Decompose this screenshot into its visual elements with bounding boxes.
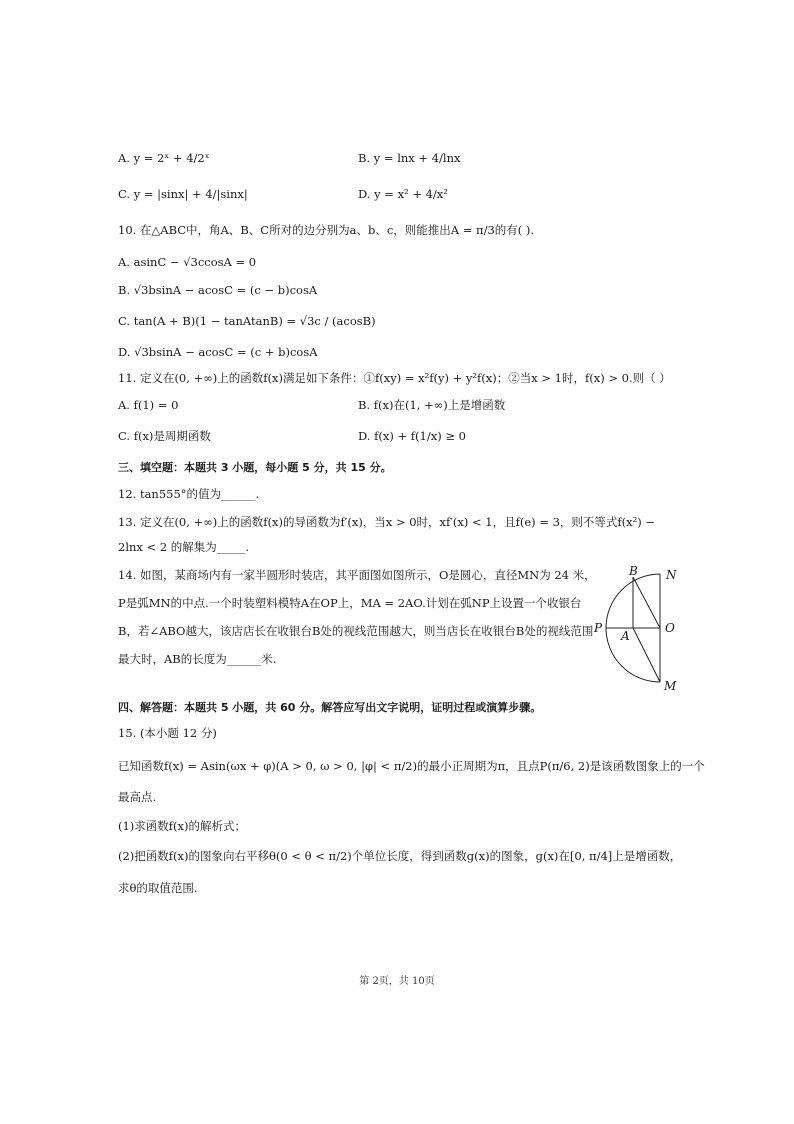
q10-option-c: C. tan(A + B)(1 − tanAtanB) = √3c / (acosB) [118, 314, 376, 328]
q14-text: 14. 如图，某商场内有一家半圆形时装店，其平面图如图所示，O是圆心，直径MN为 24 米，P是弧MN的中点.一个时装塑料模特A在OP上，MA = 2AO.计划在弧NP上设置一个收银台B，若∠ABO越大，该店店长在收银台B处的视线范围越大，则当店长在收银台B处的视线范围最大时，AB的长度为______米. [118, 568, 596, 666]
q15-stem-1: 已知函数f(x) = Asin(ωx + φ)(A > 0, ω > 0, |φ| < π/2)的最小正周期为π，且点P(π/6, 2)是该函数图象上的一个 [118, 759, 705, 773]
q9-option-b: B. y = lnx + 4/lnx [358, 151, 461, 165]
label-p: P [594, 621, 603, 635]
label-m: M [664, 679, 677, 693]
q11-option-d: D. f(x) + f(1/x) ≥ 0 [358, 429, 466, 443]
q15-stem-2: 最高点. [118, 790, 157, 804]
q13-line-2: 2lnx < 2 的解集为_____. [118, 540, 250, 554]
q15-part-2a: (2)把函数f(x)的图象向右平移θ(0 < θ < π/2)个单位长度，得到函数g(x)的图象，g(x)在[0, π/4]上是增函数， [118, 849, 682, 863]
q15-part-2b: 求θ的取值范围. [118, 881, 198, 895]
q10-option-d: D. √3bsinA − acosC = (c + b)cosA [118, 345, 318, 359]
q11-option-c: C. f(x)是周期函数 [118, 429, 211, 443]
q14-figure [588, 562, 692, 694]
q10-stem: 10. 在△ABC中，角A、B、C所对的边分别为a、b、c，则能推出A = π/3的有( ). [118, 223, 535, 237]
label-b: B [629, 564, 638, 578]
q9-option-d: D. y = x² + 4/x² [358, 187, 448, 201]
q9-option-a: A. y = 2ˣ + 4/2ˣ [118, 151, 210, 165]
section-4-heading: 四、解答题：本题共 5 小题，共 60 分。解答应写出文字说明，证明过程或演算步骤。 [118, 701, 542, 714]
q10-option-b: B. √3bsinA − acosC = (c − b)cosA [118, 283, 318, 297]
segment-bo [633, 577, 660, 628]
label-a: A [621, 629, 630, 643]
label-n: N [666, 568, 677, 582]
label-o: O [665, 621, 675, 635]
section-3-heading: 三、填空题：本题共 3 小题，每小题 5 分，共 15 分。 [118, 461, 392, 474]
q12-text: 12. tan555°的值为______. [118, 487, 260, 501]
q15-part-1: (1)求函数f(x)的解析式； [118, 819, 247, 833]
q11-option-a: A. f(1) = 0 [118, 398, 179, 412]
q11-stem: 11. 定义在(0, +∞)上的函数f(x)满足如下条件：①f(xy) = x²f(y) + y²f(x)；②当x > 1时，f(x) > 0.则（ ） [118, 371, 671, 385]
page-footer: 第 2页，共 10页 [359, 976, 435, 987]
q11-option-b: B. f(x)在(1, +∞)上是增函数 [358, 398, 506, 412]
q10-option-a: A. asinC − √3ccosA = 0 [118, 255, 257, 269]
segment-am [633, 628, 660, 682]
q15-header: 15. (本小题 12 分) [118, 726, 217, 740]
q9-option-c: C. y = |sinx| + 4/|sinx| [118, 187, 248, 201]
q13-line-1: 13. 定义在(0, +∞)上的函数f(x)的导函数为f′(x)，当x > 0时，xf′(x) < 1，且f(e) = 3，则不等式f(x²) − [118, 515, 656, 529]
